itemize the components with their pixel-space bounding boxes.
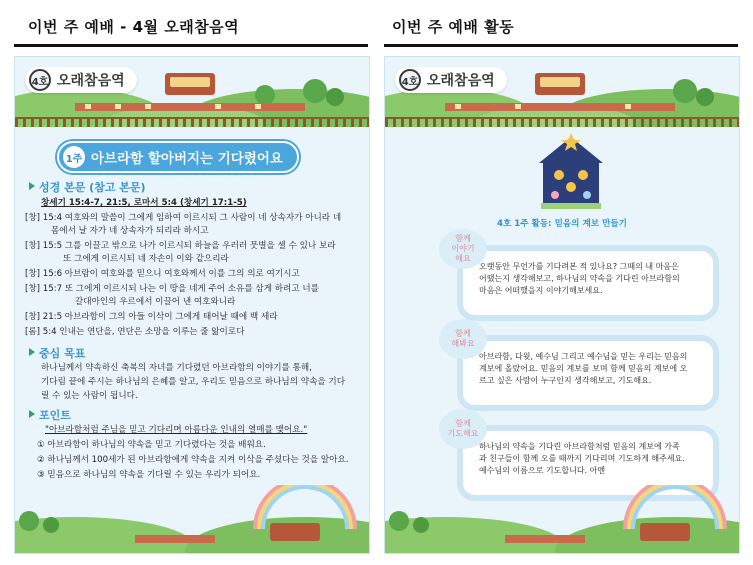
right-header-rule [384,44,738,47]
point-item: ① 아브라함이 하나님의 약속을 믿고 기다렸다는 것을 배워요. [37,440,266,450]
fence-decoration [15,117,369,127]
goal-line: 기다림 끝에 주시는 하나님의 은혜를 알고, 우리도 믿음으로 하나님의 약속을 기다 [41,377,346,387]
pray-together-tag: 함께 기도해요 [439,409,487,449]
triangle-bullet-icon [29,182,35,190]
talk-line: 오랫동안 무언가를 기다려본 적 있나요? 그때의 내 마음은 [479,262,679,271]
do-line: 아브라함, 다윗, 예수님 그리고 예수님을 믿는 우리는 믿음의 [479,352,688,361]
left-header: 이번 주 예배 - 4월 오래참음역 [28,18,240,36]
right-header: 이번 주 예배 활동 [392,18,515,36]
scripture-reference: 창세기 15:4-7, 21:5, 로마서 5:4 (창세기 17:1-5) [41,198,247,208]
episode-badge [25,67,137,93]
pray-line: 하나님의 약속을 기다린 아브라함처럼 믿음의 계보에 가족 [479,442,680,451]
goal-heading: 중심 목표 [29,345,85,361]
triangle-bullet-icon [29,410,35,418]
verse-line: [창] 15:5 그를 이끌고 밖으로 나가 이르시되 하늘을 우러러 뭇별을 셀 수 있나 보라 [25,241,336,251]
talk-line: 마음은 어떠했을지 이야기해보세요. [479,286,603,295]
fence-decoration [385,117,739,127]
bottom-landscape-illustration [15,485,369,553]
bottom-landscape-illustration [385,485,739,553]
verse-line: 몸에서 날 자가 네 상속자가 되리라 하시고 [51,226,209,236]
talk-line: 어땠는지 생각해보고, 하나님의 약속을 기다린 아브라함의 [479,274,680,283]
lesson-panel [14,56,370,554]
point-heading: 포인트 [29,407,71,423]
week-number: 1주 [63,146,85,168]
triangle-bullet-icon [29,348,35,356]
do-together-bubble [457,335,719,411]
episode-number: 4호 [29,69,51,91]
verse-line: 또 그에게 이르시되 네 자손이 이와 같으리라 [63,254,229,264]
episode-number: 4호 [399,69,421,91]
verse-line: [창] 15:4 여호와의 말씀이 그에게 임하여 이르시되 그 사람이 네 상속자가 아니라 네 [25,213,342,223]
episode-title: 오래참음역 [427,73,495,89]
pray-line: 과 친구들이 함께 오를 때까지 기다리며 기도하게 해주세요. [479,454,685,463]
activity-title: 4호 1주 활동: 믿음의 계보 만들기 [497,219,627,229]
verse-line: 갈대아인의 우르에서 이끌어 낸 여호와니라 [75,297,236,307]
week-title-pill [57,141,299,173]
do-line: 르고 싶은 사람이 누구인지 생각해보고, 기도해요. [479,376,652,385]
do-together-tag: 함께 해봐요 [439,319,487,359]
talk-together-tag: 함께 이야기 해요 [439,229,487,269]
verse-line: [롬] 5:4 인내는 연단을, 연단은 소망을 이루는 줄 앎이로다 [25,327,245,337]
point-item: ② 하나님께서 100세가 된 아브라함에게 약속을 지켜 이삭을 주셨다는 것을 알아요. [37,455,349,465]
point-quote: "아브라함처럼 주님을 믿고 기다리며 아름다운 인내의 열매를 맺어요." [45,425,308,435]
verse-line: [창] 15:6 아브람이 여호와를 믿으니 여호와께서 이를 그의 의로 여기시고 [25,269,300,279]
do-line: 계보에 올랐어요. 믿음의 계보를 보며 함께 믿음의 계보에 오 [479,364,688,373]
activity-panel [384,56,740,554]
verse-line: [창] 15:7 또 그에게 이르시되 나는 이 땅을 네게 주어 소유를 삼게 하려고 너를 [25,284,319,294]
week-title: 아브라함 할아버지는 기다렸어요 [91,151,283,167]
pray-line: 예수님의 이름으로 기도합니다. 아멘 [479,466,606,475]
episode-badge [395,67,507,93]
point-item: ③ 믿음으로 하나님의 약속을 기다릴 수 있는 우리가 되어요. [37,470,261,480]
episode-title: 오래참음역 [57,73,125,89]
talk-together-bubble [457,245,719,321]
verse-line: [창] 21:5 아브라함이 그의 아들 이삭이 그에게 태어날 때에 백 세라 [25,312,278,322]
goal-line: 하나님께서 약속하신 축복의 자녀를 기다렸던 아브라함의 이야기를 통해, [41,363,312,373]
goal-line: 릴 수 있는 사람이 됩니다. [41,391,138,401]
faith-genealogy-craft-image [535,133,607,209]
left-header-rule [14,44,368,47]
scripture-heading: 성경 본문 (참고 본문) [29,179,146,195]
